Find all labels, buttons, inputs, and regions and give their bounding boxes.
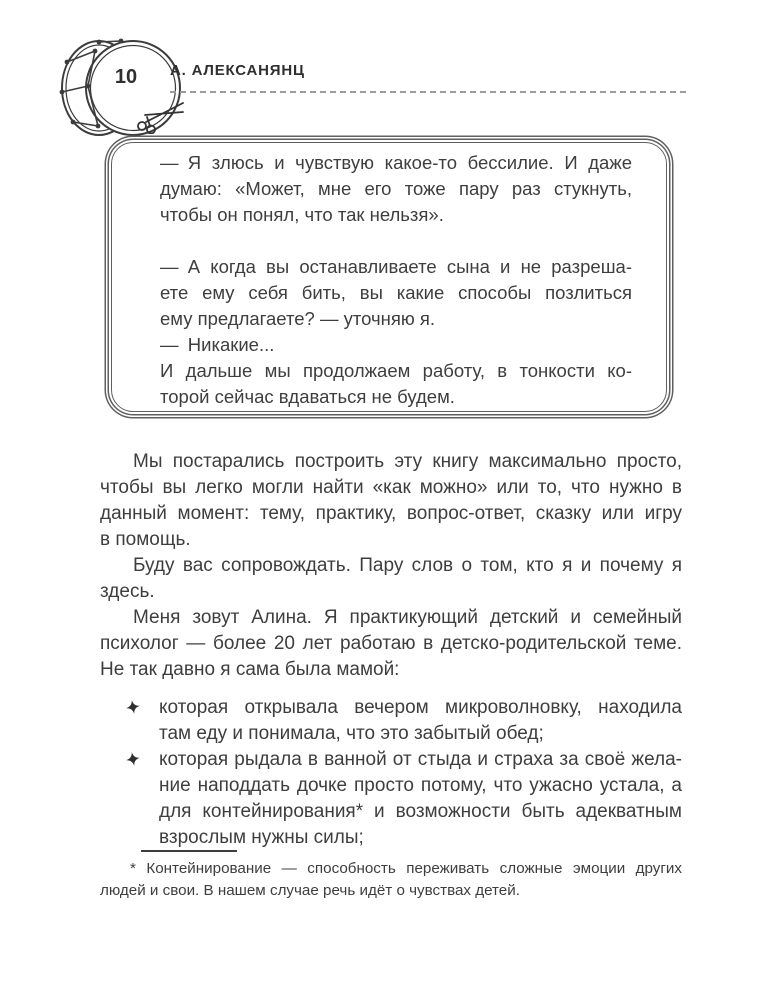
text-line: Мы постарались построить эту книгу максимально просто, [133,451,682,472]
quote-paragraph [160,150,632,228]
text-line: которая рыдала в ванной от стыда и страха за своё жела- [159,749,682,770]
star-bullet-icon [126,752,140,766]
text-line: — Никакие... [160,334,275,355]
list-item [100,695,682,747]
text-line: — А когда вы останавливаете сына и не разреша- [160,256,632,277]
text-line: чтобы он понял, что так нельзя». [160,204,444,225]
text-line: думаю: «Может, мне его тоже пару раз стукнуть, [160,178,632,199]
text-line: Меня зовут Алина. Я практикующий детский и семейный [133,607,682,628]
paragraph [100,553,682,605]
list-item-text [159,747,682,851]
footnote-divider [141,850,237,852]
text-line: * Контейнирование — способность переживать сложные эмоции других [130,860,682,877]
paragraph [100,449,682,553]
footnote [100,858,682,901]
author-name: А. АЛЕКСАНЯНЦ [170,62,305,79]
text-line: Буду вас сопровождать. Пару слов о том, кто я и почему я [133,555,682,576]
text-line: психолог — более 20 лет работаю в детско-родительской теме. [100,633,682,654]
text-line: людей и свои. В нашем случае речь идёт о чувствах детей. [100,881,520,899]
quote-paragraph [160,254,632,410]
text-line: ете ему себя бить, вы какие способы позлиться [160,282,632,303]
text-line: торой сейчас вдаваться не будем. [160,386,455,407]
text-line: взрослым нужны силы; [159,827,364,848]
text-line: которая открывала вечером микроволновку, находила [159,697,682,718]
star-bullet-icon [126,700,140,714]
text-line: — Я злюсь и чувствую какое-то бессилие. И даже [160,152,632,173]
text-line: И дальше мы продолжаем работу, в тонкости ко- [160,360,632,381]
quote-box [111,142,667,412]
text-line: ние наподдать дочке просто потому, что ужасно устала, а [159,775,682,796]
text-line: в помощь. [100,529,191,550]
text-line: данный момент: тему, практику, вопрос-ответ, сказку или игру [100,503,682,524]
body-text [100,449,682,851]
text-line: ему предлагаете? — уточняю я. [160,308,436,329]
page-number: 10 [114,66,138,88]
paragraph [100,605,682,683]
bullet-list [100,695,682,851]
text-line: здесь. [100,581,155,602]
text-line: для контейнирования* и возможности быть адекватным [159,801,682,822]
text-line: там еду и понимала, что это забытый обед; [159,723,544,744]
scissors-icon [136,100,184,134]
text-line: чтобы вы легко могли найти «как можно» или то, что нужно в [100,477,682,498]
list-item-text [159,695,682,747]
dashed-divider [170,91,686,93]
text-line: Не так давно я сама была мамой: [100,659,400,680]
list-item [100,747,682,851]
